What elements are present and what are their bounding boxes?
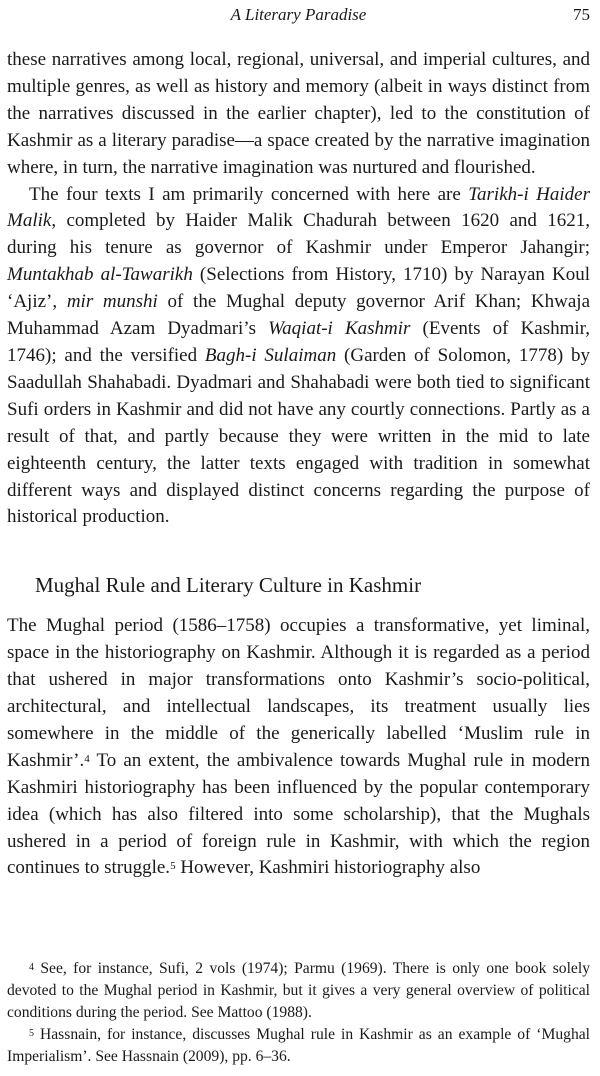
footnotes bbox=[7, 958, 590, 1068]
paragraph-2-text-2: , completed by Haider Malik Chadurah between 1620 and 1621, during his tenure as governor of Kashmir under Emperor Jahangir; bbox=[7, 210, 590, 259]
paragraph-3-text-3: However, Kashmiri historiography also bbox=[175, 857, 481, 879]
paragraph-2-text-3: (Selections from History, 1710) by Narayan Koul ‘Ajiz’, bbox=[7, 264, 590, 313]
footnote-number: 5 bbox=[29, 1028, 34, 1039]
paragraph-3 bbox=[7, 613, 590, 882]
term-mir-munshi: mir munshi bbox=[66, 291, 158, 313]
paragraph-3-text-1: The Mughal period (1586–1758) occupies a transformative, yet liminal, space in the historiography on Kashmir. Although it is regarded as a period that ushered in major transformations onto Kashmir’s socio-political, architectural, and intellectual landscapes, its treatment usually lies somewhere in the middle of the generically labelled ‘Muslim rule in Kashmir’. bbox=[7, 615, 590, 771]
footnote-ref-4[interactable]: 4 bbox=[84, 752, 90, 765]
footnote-5 bbox=[7, 1024, 590, 1068]
paragraph-3-text-2: To an extent, the ambivalence towards Mughal rule in modern Kashmiri historiography has been influenced by the popular contemporary idea (which has also filtered into some scholarship), that the Mughals ushered in a period of foreign rule in Kashmir, with which the region continues to struggle. bbox=[7, 749, 590, 879]
section-heading: Mughal Rule and Literary Culture in Kashmir bbox=[35, 573, 422, 598]
paragraph-2-text-5: (Events of Kashmir, 1746); and the versified bbox=[7, 318, 590, 366]
footnote-ref-5[interactable]: 5 bbox=[170, 860, 176, 873]
running-title: A Literary Paradise bbox=[230, 5, 367, 24]
main-text bbox=[7, 47, 590, 882]
footnote-number: 4 bbox=[29, 962, 34, 973]
paragraph-1 bbox=[7, 47, 590, 182]
title-waqiat-i-kashmir: Waqiat-i Kashmir bbox=[268, 318, 411, 340]
paragraph-1-text: these narratives among local, regional, universal, and imperial cultures, and multiple genres, as well as history and memory (albeit in ways distinct from the narratives discussed in the earlier chapter), led to the constitution of Kashmir as a literary paradise—a space created by the narrative imagination where, in turn, the narrative imagination was nurtured and flourished. bbox=[7, 49, 590, 178]
footnote-text: Hassnain, for instance, discusses Mughal rule in Kashmir as an example of ‘Mughal Imperialism’. See Hassnain (2009), pp. 6–36. bbox=[7, 1026, 590, 1065]
page-number: 75 bbox=[573, 5, 590, 24]
footnote-text: See, for instance, Sufi, 2 vols (1974); Parmu (1969). There is only one book solely devoted to the Mughal period in Kashmir, but it gives a very general overview of political conditions during the period. See Mattoo (1988). bbox=[7, 960, 590, 1021]
footnote-4 bbox=[7, 958, 590, 1024]
title-muntakhab-al-tawarikh: Muntakhab al-Tawarikh bbox=[7, 264, 193, 286]
title-tarikh-i-haider-malik: Tarikh-i Haider Malik bbox=[7, 183, 590, 232]
title-bagh-i-sulaiman: Bagh-i Sulaiman bbox=[204, 344, 337, 366]
paragraph-2-text-1: The four texts I am primarily concerned with here are bbox=[29, 183, 469, 205]
paragraph-2-text-6: (Garden of Solomon, 1778) by Saadullah Shahabadi. Dyadmari and Shahabadi were both tied to significant Sufi orders in Kashmir and did not have any courtly connections. Partly as a result of that, and partly because they were written in the mid to late eighteenth century, the latter texts engaged with tradition in somewhat different ways and displayed distinct concerns regarding the purpose of historical production. bbox=[7, 344, 590, 528]
running-header bbox=[7, 4, 590, 26]
paragraph-2 bbox=[7, 182, 590, 532]
paragraph-2-text-4: of the Mughal deputy governor Arif Khan; Khwaja Muhammad Azam Dyadmari’s bbox=[7, 291, 590, 340]
